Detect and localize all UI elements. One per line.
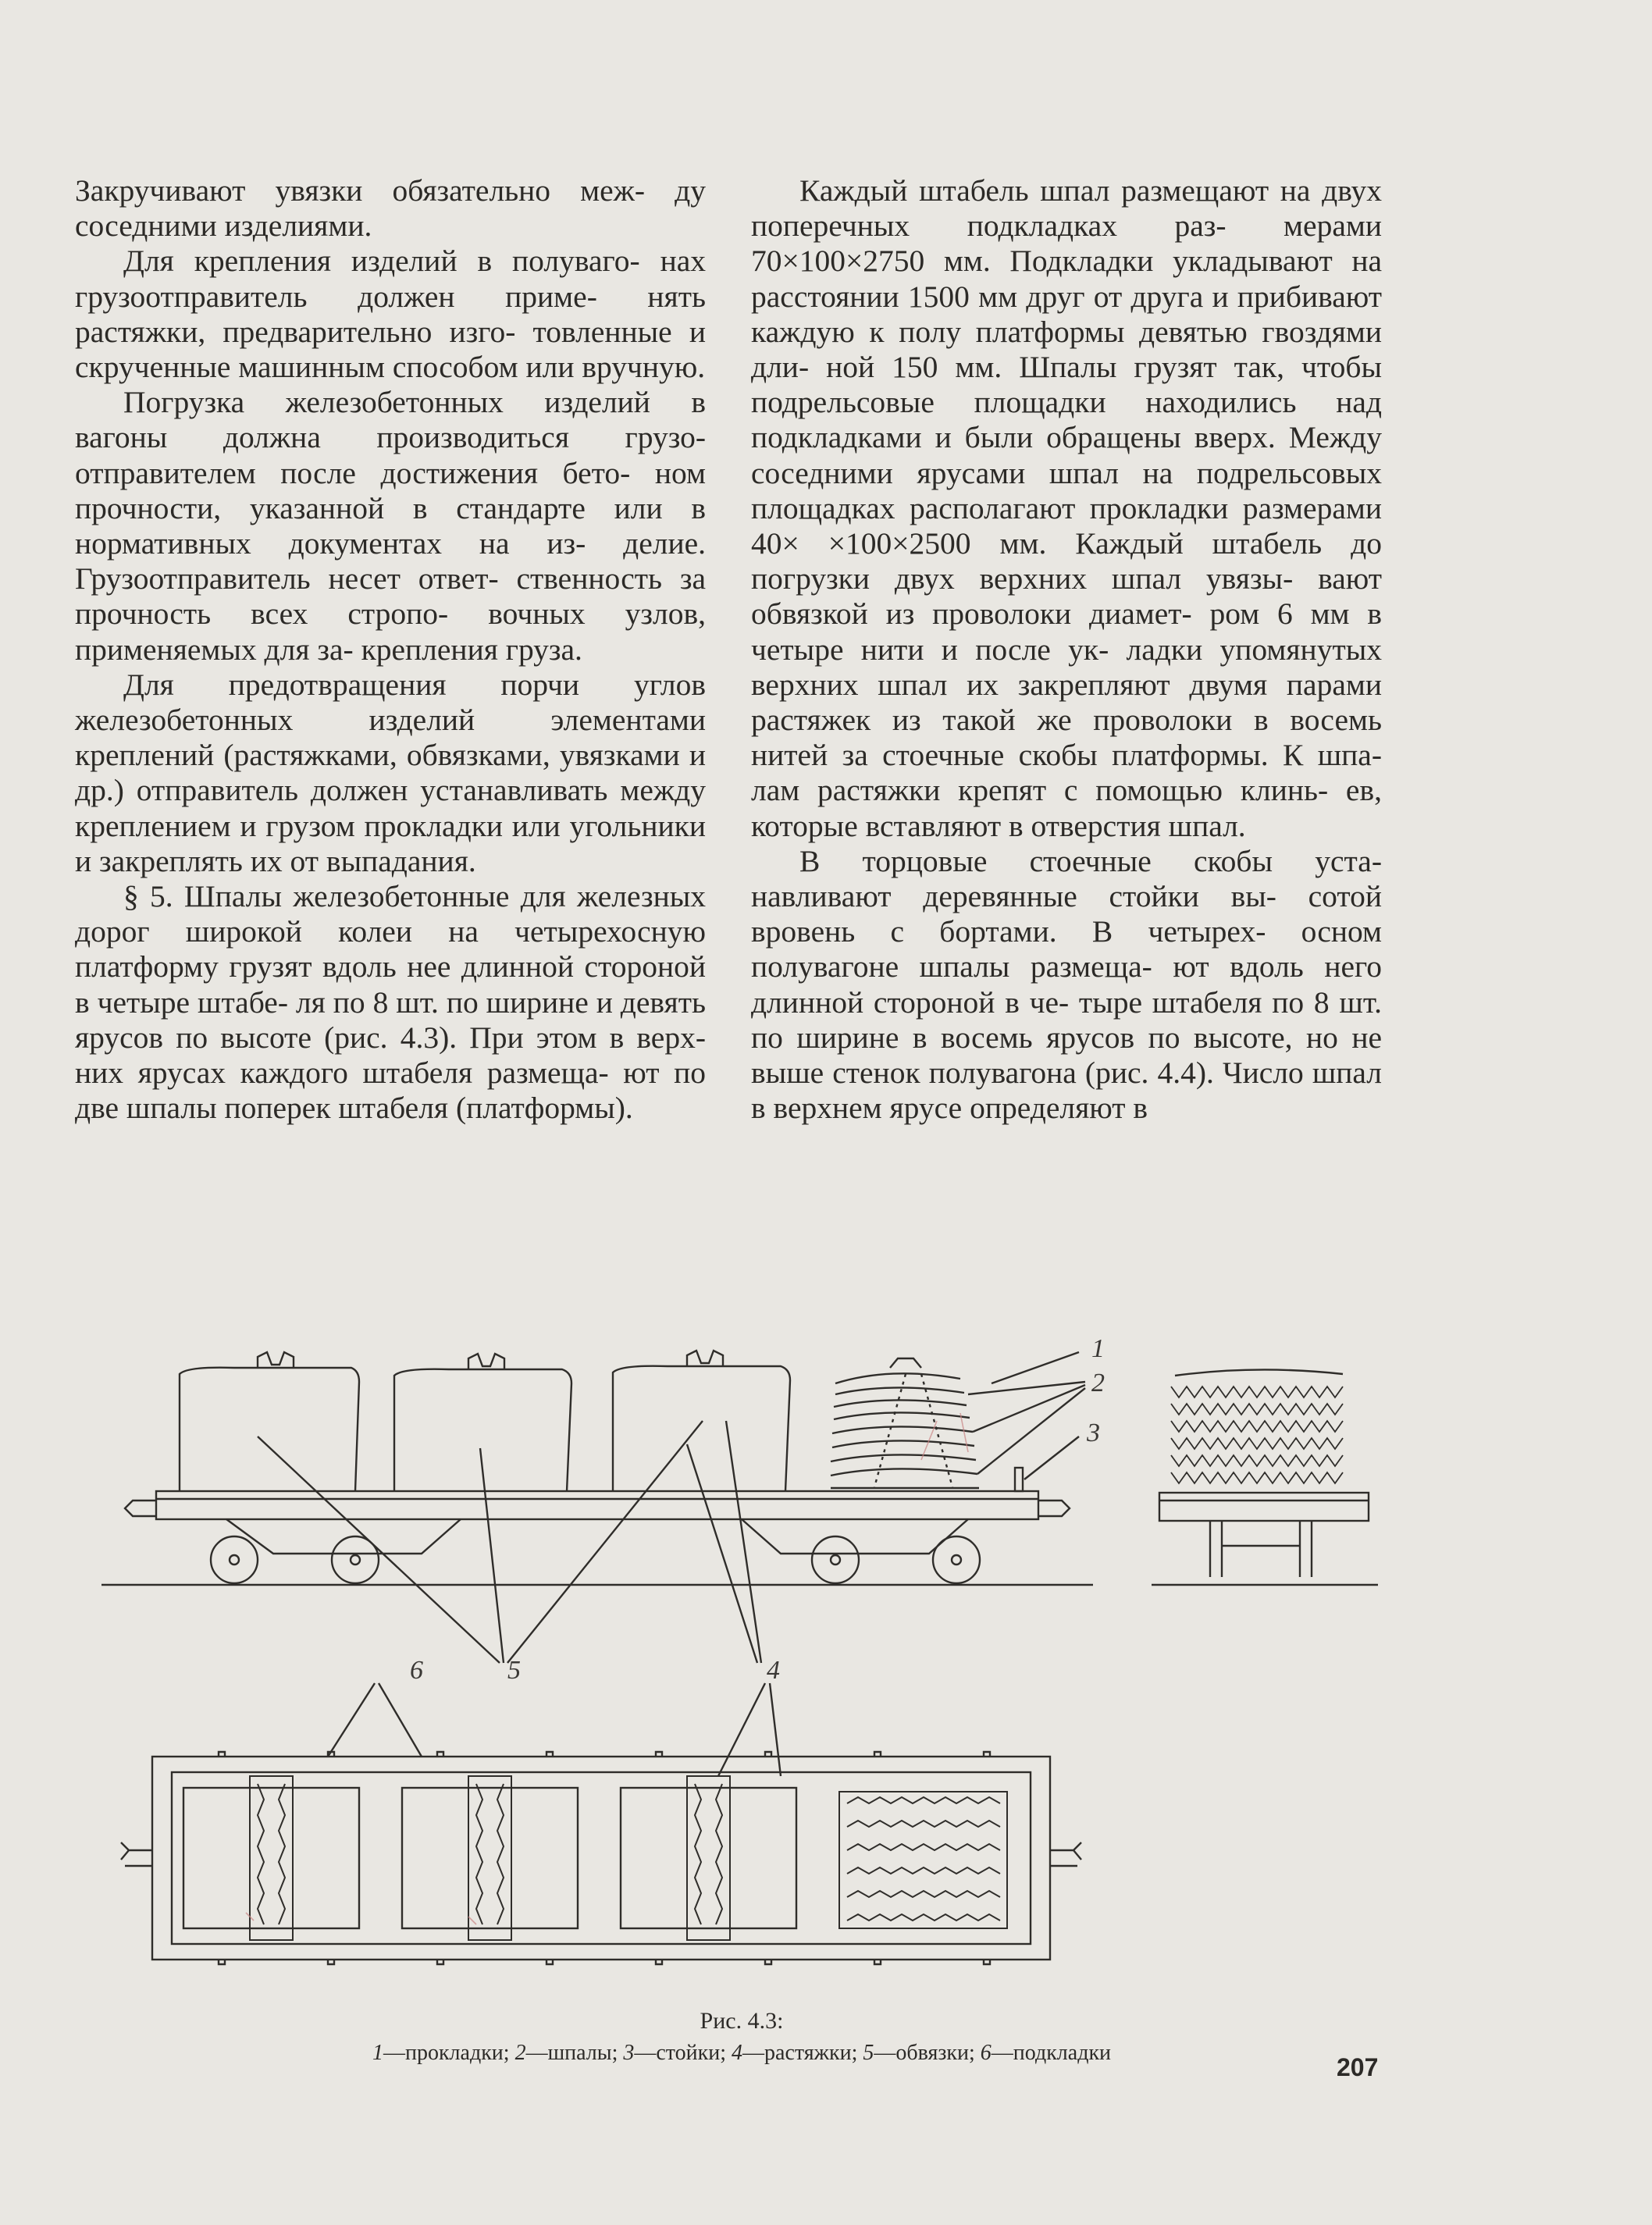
page-number: 207 [1337, 2053, 1379, 2081]
sleeper-stack [180, 1352, 359, 1491]
legend-number: 3 [623, 2041, 635, 2065]
legend-number: 4 [732, 2041, 743, 2065]
paragraph: Погрузка железобетонных изделий в вагоны должна производиться грузо- отправителем после достижения бето- ном прочности, указанной в стандарте или в нормативных документах на из- делие. Грузоотправитель несет ответ- ственность за прочность всех стропо- вочных узлов, применяемых для за- крепления груза. [75, 385, 706, 667]
legend-number: 6 [980, 2041, 992, 2065]
paragraph: Для крепления изделий в полуваго- нах грузоотправитель должен приме- нять растяжки, предварительно изго- товленные и скрученные машинным способом или вручную. [75, 244, 706, 385]
legend-number: 2 [514, 2041, 526, 2065]
platform-frame [156, 1491, 1038, 1519]
sleeper-stack-layered [831, 1358, 979, 1488]
figure-caption-title: Рис. 4.3: [700, 2008, 784, 2034]
figure-caption-legend [0, 2041, 1483, 2066]
figure-label: 4 [767, 1656, 780, 1685]
stake [1015, 1468, 1023, 1491]
figure-label: 2 [1091, 1369, 1105, 1397]
figure-4-3-flatcar-loading [94, 1319, 1390, 2022]
text-column-right [751, 173, 1382, 1126]
legend-text: —подкладки [991, 2041, 1112, 2065]
legend-text: —прокладки; [383, 2041, 510, 2065]
legend-text: —растяжки; [742, 2041, 858, 2065]
paragraph: Закручивают увязки обязательно меж- ду соседними изделиями. [75, 173, 706, 244]
paragraph: Для предотвращения порчи углов железобетонных изделий элементами креплений (растяжками, обвязками, увязками и др.) отправитель должен устанавливать между креплением и грузом прокладки или угольники и закреплять их от выпадания. [75, 667, 706, 878]
text-column-left [75, 173, 706, 1126]
paragraph: § 5. Шпалы железобетонные для железных дорог широкой колеи на четырехосную платформу грузят вдоль нее длинной стороной в четыре штабе- ля по 8 шт. по ширине и девять ярусов по высоте (рис. 4.3). При этом в верх- них ярусах каждого штабеля размеща- ют по две шпалы поперек штабеля (платформы). [75, 879, 706, 1126]
figure-label: 6 [410, 1656, 423, 1685]
figure-label: 1 [1091, 1334, 1105, 1363]
frame-bolster [226, 1519, 461, 1554]
legend-number: 5 [863, 2041, 874, 2065]
paragraph: В торцовые стоечные скобы уста- навливают деревянные стойки вы- сотой вровень с бортами. В четырех- осном полувагоне шпалы размеща- ют вдоль него длинной стороной в че- тыре штабеля по 8 шт. по ширине в восемь ярусов по высоте, но не выше стенок полувагона (рис. 4.4). Число шпал в верхнем ярусе определяют в [751, 843, 1382, 1126]
paragraph: Каждый штабель шпал размещают на двух поперечных подкладках раз- мерами 70×100×2750 мм. Подкладки укладывают на расстоянии 1500 мм друг от друга и прибивают каждую к полу платформы девятью гвоздями дли- ной 150 мм. Шпалы грузят так, чтобы подрельсовые площадки находились над подкладками и были обращены вверх. Между соседними ярусами шпал на подрельсовых площадках располагают прокладки размерами 40× ×100×2500 мм. Каждый штабель до погрузки двух верхних шпал увязы- вают обвязкой из проволоки диамет- ром 6 мм в четыре нити и после ук- ладки упомянутых верхних шпал их закрепляют двумя парами растяжек из такой же проволоки в восемь нитей за стоечные скобы платформы. К шпа- лам растяжки крепят с помощью клинь- ев, которые вставляют в отверстия шпал. [751, 173, 1382, 843]
figure-label: 5 [507, 1656, 521, 1685]
wheelset [211, 1536, 980, 1583]
flatcar-diagram [94, 1319, 1390, 2022]
plan-view [121, 1683, 1081, 1964]
legend-text: —обвязки; [874, 2041, 975, 2065]
end-view [1152, 1369, 1378, 1585]
legend-text: —шпалы; [525, 2041, 618, 2065]
legend-number: 1 [372, 2041, 383, 2065]
legend-text: —стойки; [634, 2041, 727, 2065]
figure-label: 3 [1087, 1419, 1100, 1447]
